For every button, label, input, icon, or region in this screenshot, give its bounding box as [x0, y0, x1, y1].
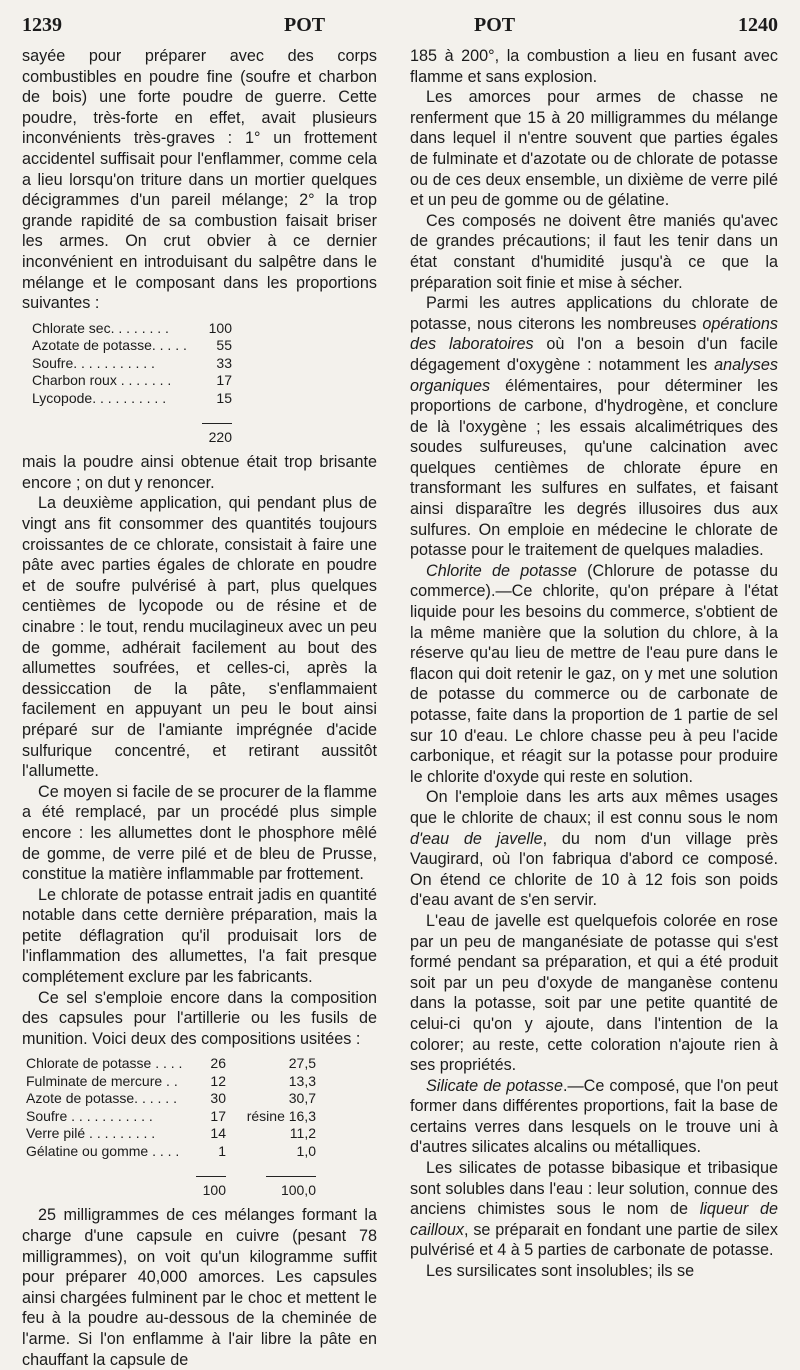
paragraph: 185 à 200°, la combustion a lieu en fusant avec flamme et sans explosion.	[410, 47, 778, 86]
left-page-number: 1239	[22, 14, 62, 36]
paragraph: Ces composés ne doivent être maniés qu'avec de grandes précautions; il faut les tenir dans un état constant d'humidité jusqu'à ce que la préparation soit finie et mise à sécher.	[410, 211, 778, 292]
paragraph: Ce moyen si facile de se procurer de la flamme a été remplacé, par un procédé plus simple encore : les allumettes dont le phosphore mêlé de gomme, de verre pilé et de bleu de Prusse, constitue la matière inflammable par frottement.	[22, 782, 377, 884]
ingredient-name: Azote de potasse. . . . . .	[26, 1090, 177, 1107]
recipe-total: 220	[192, 407, 232, 446]
ingredient-name: Lycopode. . . . . . . . . .	[32, 389, 167, 406]
left-running-title: POT	[284, 14, 326, 36]
ingredient-amount-b: 13,3	[288, 1072, 316, 1089]
recipe-total-a: 100	[186, 1160, 226, 1199]
paragraph: Les amorces pour armes de chasse ne renferment que 15 à 20 milligrammes du mélange dans lequel il n'entre souvent que parties égales de fulminate et d'azotate ou de chlorate de potasse ou de ces deux ensemble, un dixième de verre pilé et un peu de gomme ou de gélatine.	[410, 88, 778, 210]
paragraph: On l'emploie dans les arts aux mêmes usages que le chlorite de chaux; il est connu sous le nom d'eau de javelle, du nom d'un village près Vaugirard, où l'on fabriqua d'abord ce composé. On étend ce chlorite de 10 à 12 fois son poids d'eau avant de s'en servir.	[410, 788, 778, 910]
paragraph: Silicate de potasse.—Ce composé, que l'on peut former dans différentes proportions, fait la base de certains verres dans lesquels on le trouve uni à d'autres silicates alcalins ou métalliques.	[410, 1076, 778, 1157]
recipe-row	[26, 1125, 316, 1143]
recipe-table-2	[26, 1055, 316, 1199]
left-column	[22, 46, 377, 1370]
ingredient-amount-b: 30,7	[288, 1090, 316, 1107]
paragraph: Les silicates de potasse bibasique et tribasique sont solubles dans l'eau : leur solution, connue des anciens chimistes sous le nom de liqueur de cailloux, se préparait en fondant une partie de silex pulvérisé et 4 à 5 parties de carbonate de potasse.	[410, 1159, 778, 1260]
recipe-row	[26, 1108, 316, 1126]
ingredient-amount-a: 1	[218, 1142, 226, 1159]
paragraph: sayée pour préparer avec des corps combustibles en poudre fine (soufre et charbon de bois) une forte poudre de guerre. Cette poudre, très-forte en effet, avait plusieurs inconvénients très-graves : 1° un frottement accidentel suffisait pour l'enflammer, comme cela a lieu lorsqu'on triture dans un mortier quelques décigrammes d'un pareil mélange; 2° la trop grande rapidité de sa combustion faisait briser les armes. On crut obvier à ce dernier inconvénient en introduisant du salpêtre dans le mélange et le composant dans les proportions suivantes :	[22, 47, 377, 313]
ingredient-name: Verre pilé . . . . . . . . .	[26, 1125, 156, 1142]
ingredient-name: Azotate de potasse. . . . .	[32, 337, 187, 354]
recipe-row	[26, 1055, 316, 1073]
ingredient-amount-a: 17	[210, 1107, 226, 1124]
ingredient-amount-a: 12	[210, 1072, 226, 1089]
ingredient-amount: 33	[216, 354, 232, 371]
ingredient-amount: 15	[216, 389, 232, 406]
paragraph: mais la poudre ainsi obtenue était trop brisante encore ; on dut y renoncer.	[22, 453, 377, 492]
recipe-row	[26, 1143, 316, 1161]
ingredient-amount-b: résine 16,3	[246, 1107, 316, 1124]
ingredient-amount-a: 26	[210, 1055, 226, 1072]
paragraph: 25 milligrammes de ces mélanges formant la charge d'une capsule en cuivre (pesant 78 milligrammes), on voit qu'un kilogramme suffit pour préparer 40,000 amorces. Les capsules ainsi chargées fulminent par le choc et mettent le feu à la poudre au-dessous de la cheminée de l'arme. Si l'on enflamme à l'air libre la pâte en chauffant la capsule de	[22, 1206, 377, 1369]
emphasis: opérations des laboratoires	[410, 314, 778, 354]
emphasis: d'eau de javelle	[410, 829, 543, 848]
recipe-total-b: 100,0	[226, 1160, 316, 1199]
recipe-row	[26, 1073, 316, 1091]
right-running-title: POT	[474, 14, 516, 36]
ingredient-name: Soufre . . . . . . . . . . .	[26, 1107, 153, 1124]
right-column	[410, 46, 778, 1282]
section-term: Silicate de potasse	[426, 1076, 563, 1095]
recipe-row	[32, 355, 232, 373]
recipe-row	[32, 372, 232, 390]
ingredient-amount: 55	[216, 337, 232, 354]
recipe-row	[32, 337, 232, 355]
paragraph: L'eau de javelle est quelquefois colorée en rose par un peu de manganésiate de potasse qui s'est formé pendant sa préparation, et qui a été produit soit par un peu d'oxyde de manganèse contenu dans la potasse, soit par une petite quantité de celui-ci qu'on y ajoute, dans l'intention de la colorer; au reste, cette coloration n'ajoute rien à ses propriétés.	[410, 911, 778, 1075]
right-page-number: 1240	[738, 14, 778, 36]
paragraph: Ce sel s'emploie encore dans la composition des capsules pour l'artillerie ou les fusils de munition. Voici deux des compositions usitées :	[22, 988, 377, 1048]
emphasis: analyses organiques	[410, 355, 778, 395]
section-term: Chlorite de potasse	[426, 561, 577, 580]
recipe-row	[32, 320, 232, 338]
paragraph: Les sursilicates sont insolubles; ils se	[426, 1262, 695, 1281]
recipe-row	[26, 1090, 316, 1108]
emphasis: liqueur de cailloux	[410, 1200, 778, 1239]
recipe-table-1	[32, 320, 232, 447]
running-header	[22, 14, 778, 40]
ingredient-name: Soufre. . . . . . . . . . .	[32, 354, 155, 371]
ingredient-name: Charbon roux . . . . . . .	[32, 372, 172, 389]
paragraph: Chlorite de potasse (Chlorure de potasse du commerce).—Ce chlorite, qu'on prépare à l'état liquide pour les besoins du commerce, s'obtient de la même manière que la solution du chlore, à la réserve qu'au lieu de mettre de l'eau pure dans le flacon qui doit retenir le gaz, on y met une solution de potasse du commerce ou de carbonate de potasse, faite dans la proportion de 1 partie de sel sur 10 d'eau. Le chlore chasse peu à peu l'acide carbonique, et réagit sur la potasse pour produire le chlorite d'oxyde qui reste en solution.	[410, 561, 778, 786]
ingredient-amount-b: 1,0	[296, 1142, 316, 1159]
ingredient-name: Gélatine ou gomme . . . .	[26, 1142, 180, 1159]
recipe-row	[32, 390, 232, 408]
paragraph: Parmi les autres applications du chlorate de potasse, nous citerons les nombreuses opérations des laboratoires où l'on a besoin d'un facile dégagement d'oxygène : notamment les analyses organiques élémentaires, pour déterminer les proportions de carbone, d'hydrogène, et conclure de là l'oxygène ; les essais alcalimétriques des soudes sulfureuses, qu'une calcination avec quelques centièmes de chlorate épure en transformant les sulfures en sulfates, et faisant ainsi disparaître les degrés illusoires dus aux sulfures. On emploie en médecine le chlorate de potasse pour le traitement de quelques maladies.	[410, 294, 778, 560]
ingredient-amount-b: 11,2	[289, 1125, 316, 1142]
ingredient-name: Chlorate sec. . . . . . . .	[32, 319, 169, 336]
paragraph: Le chlorate de potasse entrait jadis en quantité notable dans cette dernière préparation, mais la petite déflagration qu'il produisait lors de l'inflammation des allumettes, l'a fait presque complétement exclure par les fabricants.	[22, 885, 377, 987]
ingredient-name: Chlorate de potasse . . . .	[26, 1055, 183, 1072]
ingredient-amount: 17	[216, 372, 232, 389]
ingredient-amount-a: 30	[210, 1090, 226, 1107]
ingredient-name: Fulminate de mercure . .	[26, 1072, 178, 1089]
ingredient-amount-b: 27,5	[288, 1055, 316, 1072]
ingredient-amount-a: 14	[210, 1125, 226, 1142]
ingredient-amount: 100	[208, 319, 232, 336]
paragraph: La deuxième application, qui pendant plus de vingt ans fit consommer des quantités toujours croissantes de ce chlorate, consistait à faire une pâte avec parties égales de chlorate en poudre et de soufre pulvérisé à part, plus quelques centièmes de lycopode ou de résine et de cinabre : le tout, rendu mucilagineux avec un peu de gomme, adhérait facilement au bout des allumettes soufrées, et celles-ci, après la dessiccation de la pâte, s'enflammaient facilement en appuyant un peu le bout ainsi préparé sur de l'amiante imprégnée d'acide sulfurique concentré, et retirant aussitôt l'allumette.	[22, 494, 377, 781]
